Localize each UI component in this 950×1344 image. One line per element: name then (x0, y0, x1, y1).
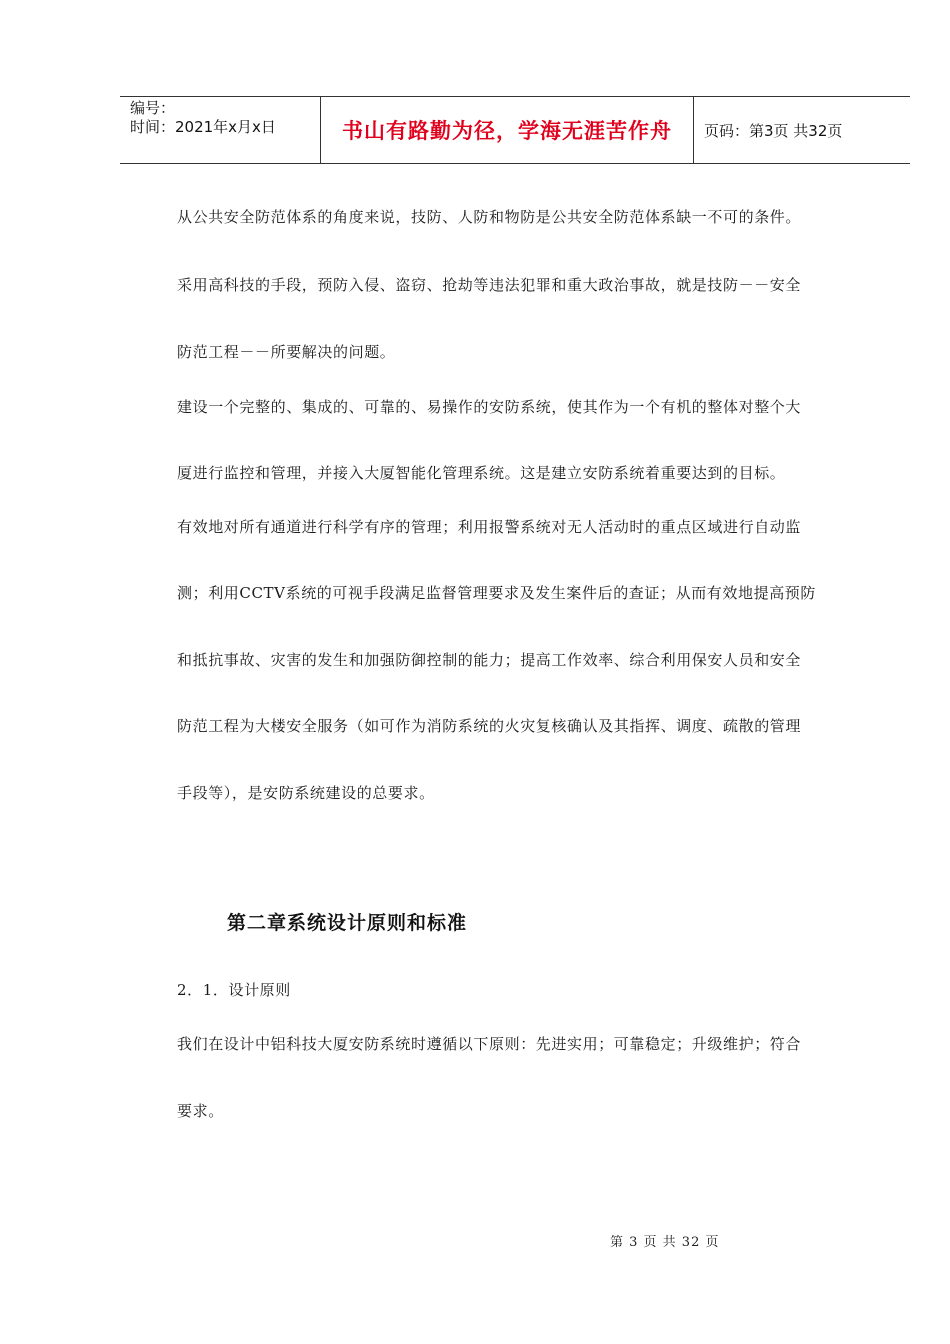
body-line: 我们在设计中铝科技大厦安防系统时遵循以下原则：先进实用；可靠稳定；升级维护；符合 (177, 1035, 802, 1053)
page-header (120, 96, 910, 164)
body-line: 有效地对所有通道进行科学有序的管理；利用报警系统对无人活动时的重点区域进行自动监 (177, 518, 802, 536)
chapter-title: 第二章系统设计原则和标准 (227, 912, 468, 934)
body-line: 厦进行监控和管理，并接入大厦智能化管理系统。这是建立安防系统着重要达到的目标。 (177, 464, 786, 482)
section-title: 2．1．设计原则 (177, 981, 291, 999)
body-line: 手段等），是安防系统建设的总要求。 (177, 784, 435, 802)
number-label: 编号： (130, 99, 176, 117)
header-meta-cell (120, 97, 321, 163)
header-motto: 书山有路勤为径，学海无涯苦作舟 (321, 97, 694, 163)
body-line: 采用高科技的手段，预防入侵、盗窃、抢劫等违法犯罪和重大政治事故，就是技防－－安全 (177, 276, 802, 294)
body-line: 从公共安全防范体系的角度来说，技防、人防和物防是公共安全防范体系缺一不可的条件。 (177, 208, 802, 226)
body-line: 测；利用CCTV系统的可视手段满足监督管理要求及发生案件后的查证；从而有效地提高预防 (177, 584, 816, 602)
body-line: 防范工程－－所要解决的问题。 (177, 343, 396, 361)
body-line: 防范工程为大楼安全服务（如可作为消防系统的火灾复核确认及其指挥、调度、疏散的管理 (177, 717, 802, 735)
body-line: 建设一个完整的、集成的、可靠的、易操作的安防系统，使其作为一个有机的整体对整个大 (177, 398, 802, 416)
header-page-info: 页码：第3页 共32页 (704, 121, 843, 140)
body-line: 和抵抗事故、灾害的发生和加强防御控制的能力；提高工作效率、综合利用保安人员和安全 (177, 651, 802, 669)
body-line: 要求。 (177, 1102, 224, 1120)
time-label: 时间：2021年x月x日 (130, 118, 276, 136)
page-footer: 第 3 页 共 32 页 (610, 1235, 720, 1250)
